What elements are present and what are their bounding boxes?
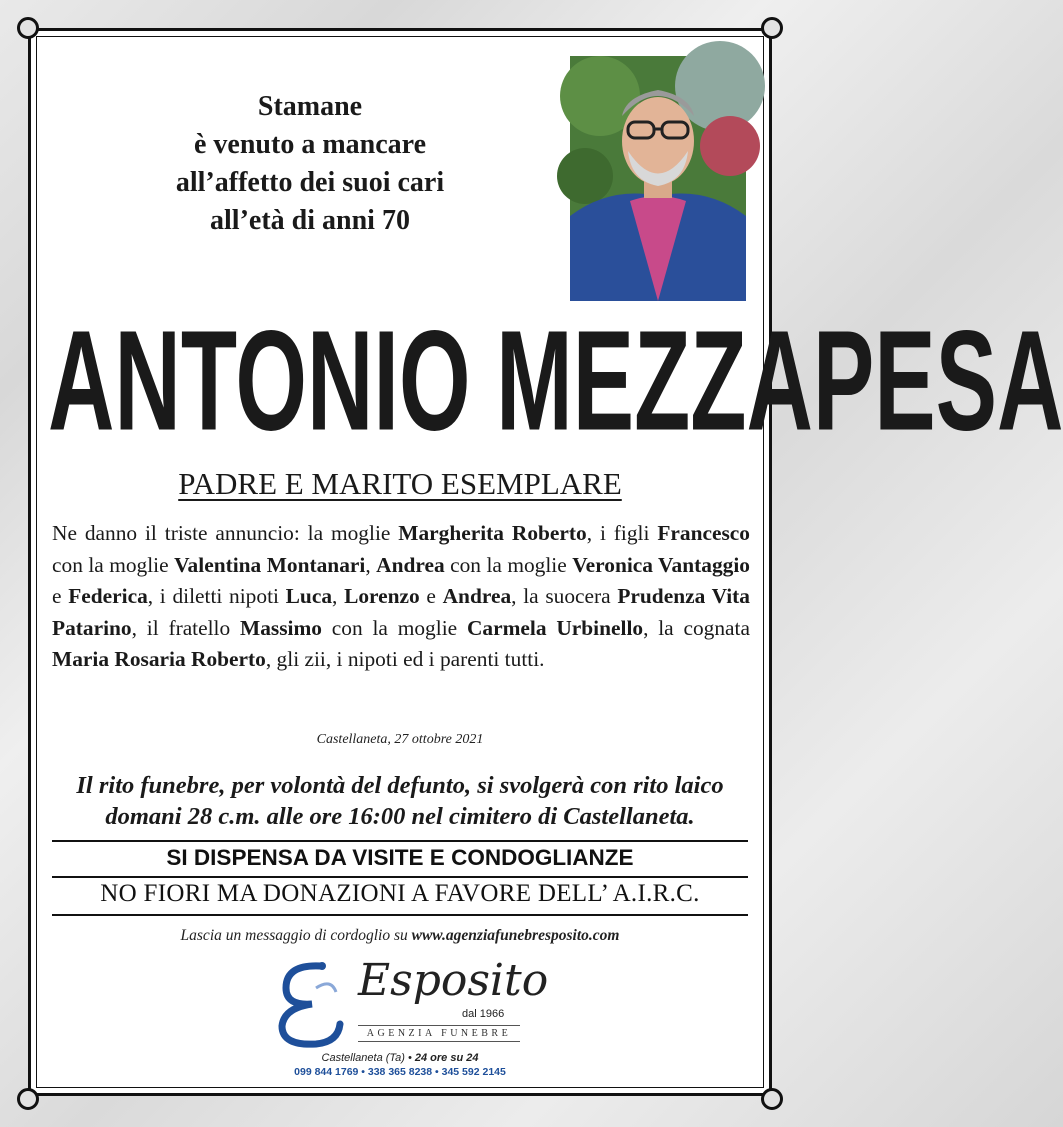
intro-text	[140, 88, 480, 240]
family-member-name: Federica	[68, 584, 148, 608]
agency-label: AGENZIA FUNEBRE	[358, 1025, 520, 1042]
announcement-segment: ,	[332, 584, 345, 608]
announcement-segment: e	[419, 584, 443, 608]
family-member-name: Andrea	[442, 584, 512, 608]
intro-line: all’età di anni 70	[210, 205, 410, 236]
family-member-name: Veronica Vantaggio	[572, 552, 750, 577]
announcement-segment: , i figli	[586, 521, 658, 545]
deceased-portrait-photo	[570, 56, 746, 301]
agency-contact-info: Castellaneta (Ta) • 24 ore su 24	[321, 1052, 479, 1064]
subtitle-text: PADRE E MARITO ESEMPLARE	[178, 466, 622, 501]
family-member-name: Margherita Roberto	[398, 521, 587, 545]
agency-website-link[interactable]: www.agenziafunebresposito.com	[411, 927, 620, 944]
intro-line: all’affetto dei suoi cari	[175, 167, 445, 198]
family-member-name: Carmela Urbinello	[466, 615, 644, 640]
announcement-segment: con la moglie	[444, 552, 573, 577]
corner-ornament	[17, 17, 39, 39]
announcement-segment: Ne danno il triste annuncio: la moglie	[52, 521, 399, 545]
message-prefix: Lascia un messaggio di cordoglio su	[180, 927, 412, 944]
family-member-name: Lorenzo	[344, 584, 420, 608]
deceased-name: ANTONIO MEZZAPESA	[48, 302, 1063, 461]
place-date: Castellaneta, 27 ottobre 2021	[316, 732, 484, 747]
family-member-name: Maria Rosaria Roberto	[52, 647, 266, 671]
family-member-name: Valentina Montanari	[174, 552, 366, 577]
agency-phone-numbers: 099 844 1769 • 338 365 8238 • 345 592 2145	[294, 1066, 506, 1078]
no-visits-notice: SI DISPENSA DA VISITE E CONDOGLIANZE	[166, 845, 634, 870]
agency-hours: 24 ore su 24	[414, 1052, 479, 1064]
family-member-name: Luca	[285, 584, 333, 608]
announcement-segment: con la moglie	[322, 615, 467, 640]
corner-ornament	[17, 1088, 39, 1110]
rite-line: domani 28 c.m. alle ore 16:00 nel cimitero di Castellaneta.	[105, 803, 695, 830]
corner-ornament	[761, 17, 783, 39]
agency-brand-name: Esposito	[358, 955, 549, 1006]
announcement-segment: , gli zii, i nipoti ed i parenti tutti.	[265, 647, 545, 671]
corner-ornament	[761, 1088, 783, 1110]
announcement-text	[52, 518, 750, 676]
divider	[52, 876, 748, 878]
announcement-segment: e	[52, 584, 69, 608]
family-member-name: Prudenza Vita Patarino	[52, 584, 750, 640]
swirl-logo-icon	[276, 958, 346, 1048]
announcement-segment: , la suocera	[511, 584, 618, 608]
subtitle	[0, 466, 800, 502]
announcement-segment: con la moglie	[52, 552, 175, 577]
announcement-segment: , la cognata	[643, 615, 750, 640]
intro-line: Stamane	[257, 91, 363, 122]
family-member-name: Andrea	[376, 552, 445, 577]
family-member-name: Francesco	[657, 521, 750, 545]
condolence-message	[0, 927, 800, 945]
announcement-segment: , il fratello	[131, 615, 240, 640]
family-member-name: Massimo	[240, 615, 322, 640]
agency-since: dal 1966	[462, 1008, 505, 1020]
announcement-segment: , i diletti nipoti	[147, 584, 286, 608]
announcement-segment: ,	[365, 552, 377, 577]
no-flowers-notice: NO FIORI MA DONAZIONI A FAVORE DELL’ A.I.R.C.	[100, 880, 700, 907]
rite-line: Il rito funebre, per volontà del defunto, si svolgerà con rito laico	[76, 772, 724, 799]
agency-city: Castellaneta (Ta)	[321, 1052, 405, 1064]
funeral-rite-text	[40, 770, 760, 832]
divider	[52, 914, 748, 916]
divider	[52, 840, 748, 842]
intro-line: è venuto a mancare	[194, 129, 426, 160]
